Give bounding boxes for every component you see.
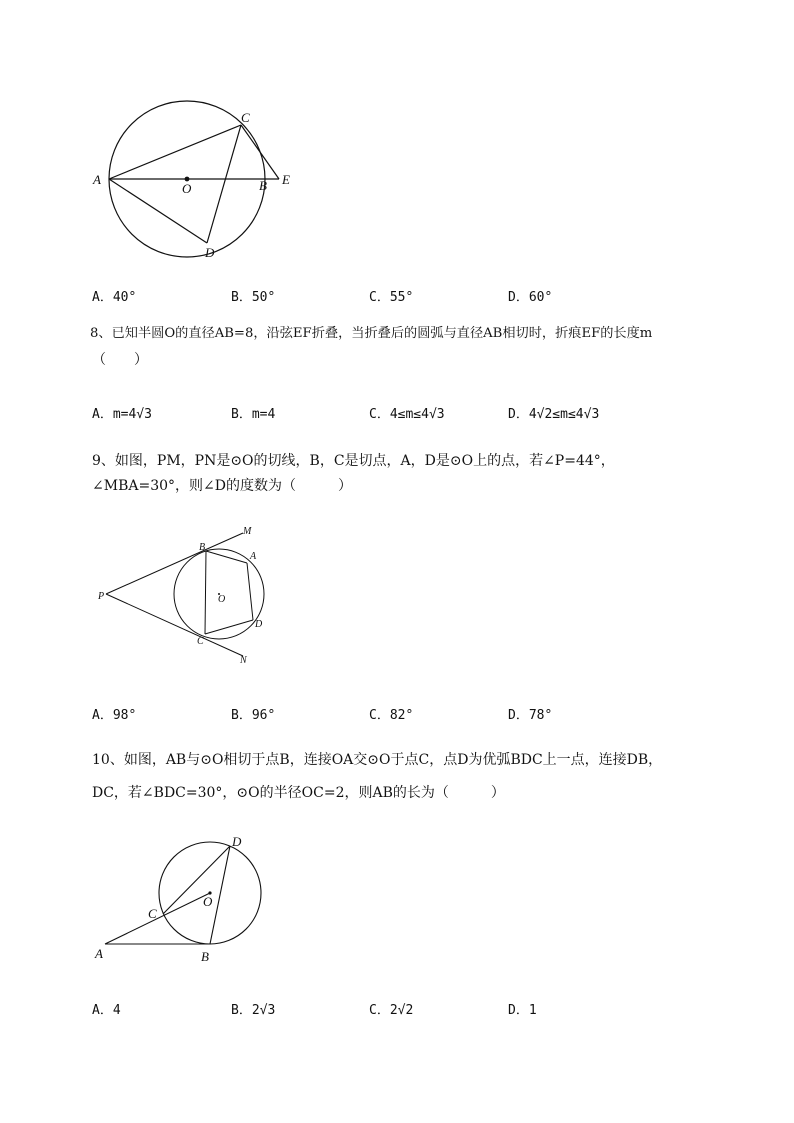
figure-q9 <box>90 520 280 670</box>
q8-stem-line2: （ ） <box>92 352 148 368</box>
q10-option-a: A．4 <box>92 1003 121 1018</box>
label-o: O <box>218 594 226 605</box>
q8-stem-line1: 8、已知半圆O的直径AB=8，沿弦EF折叠，当折叠后的圆弧与直径AB相切时，折痕EF的长度m <box>90 326 653 341</box>
label-e: E <box>282 172 290 187</box>
segment-cd <box>207 125 241 243</box>
q8-option-d: D．4√2≤m≤4√3 <box>508 407 600 422</box>
segment-ac <box>109 125 241 179</box>
segment-ao <box>105 893 210 944</box>
segment-ce <box>241 125 279 179</box>
q8-option-c: C．4≤m≤4√3 <box>369 407 445 422</box>
chord-ad <box>247 563 253 620</box>
segment-cd <box>163 846 230 914</box>
label-n: N <box>240 655 247 666</box>
label-c: C <box>197 636 204 647</box>
q10-stem-line2: DC，若∠BDC=30°，⊙O的半径OC=2，则AB的长为（ ） <box>92 785 505 801</box>
q9-option-a: A．98° <box>92 708 137 723</box>
q10-stem-line1: 10、如图，AB与⊙O相切于点B，连接OA交⊙O于点C，点D为优弧BDC上一点，连接DB， <box>92 752 663 768</box>
chord-bc <box>205 551 206 634</box>
label-a: A <box>95 946 103 961</box>
q9-stem-line1: 9、如图，PM，PN是⊙O的切线，B，C是切点，A，D是⊙O上的点，若∠P=44°， <box>92 453 615 469</box>
label-p: P <box>98 591 105 602</box>
q7-option-b: B．50° <box>231 290 276 305</box>
label-b: B <box>199 542 206 553</box>
label-d: D <box>205 245 215 260</box>
label-b: B <box>201 949 209 964</box>
figure-q10 <box>90 830 280 970</box>
q9-option-c: C．82° <box>369 708 414 723</box>
q9-option-b: B．96° <box>231 708 276 723</box>
figure-q7 <box>90 100 310 270</box>
q8-option-a: A．m=4√3 <box>92 407 152 422</box>
chord-ba <box>206 551 247 563</box>
q7-option-a: A．40° <box>92 290 137 305</box>
q9-stem-line2: ∠MBA=30°，则∠D的度数为（ ） <box>92 478 352 494</box>
label-c: C <box>148 906 157 921</box>
label-o: O <box>203 894 213 909</box>
q10-option-c: C．2√2 <box>369 1003 414 1018</box>
label-a: A <box>93 172 101 187</box>
q10-option-d: D．1 <box>508 1003 537 1018</box>
label-d: D <box>255 619 263 630</box>
label-c: C <box>241 110 250 125</box>
label-d: D <box>232 834 242 849</box>
q7-option-d: D．60° <box>508 290 553 305</box>
q9-option-d: D．78° <box>508 708 553 723</box>
q7-option-c: C．55° <box>369 290 414 305</box>
q8-option-b: B．m=4 <box>231 407 276 422</box>
label-o: O <box>182 181 192 196</box>
label-b: B <box>259 178 267 193</box>
segment-ad <box>109 179 207 243</box>
segment-db <box>210 846 230 944</box>
label-a: A <box>250 551 257 562</box>
label-m: M <box>243 526 252 537</box>
chord-dc <box>205 620 253 634</box>
q10-option-b: B．2√3 <box>231 1003 276 1018</box>
